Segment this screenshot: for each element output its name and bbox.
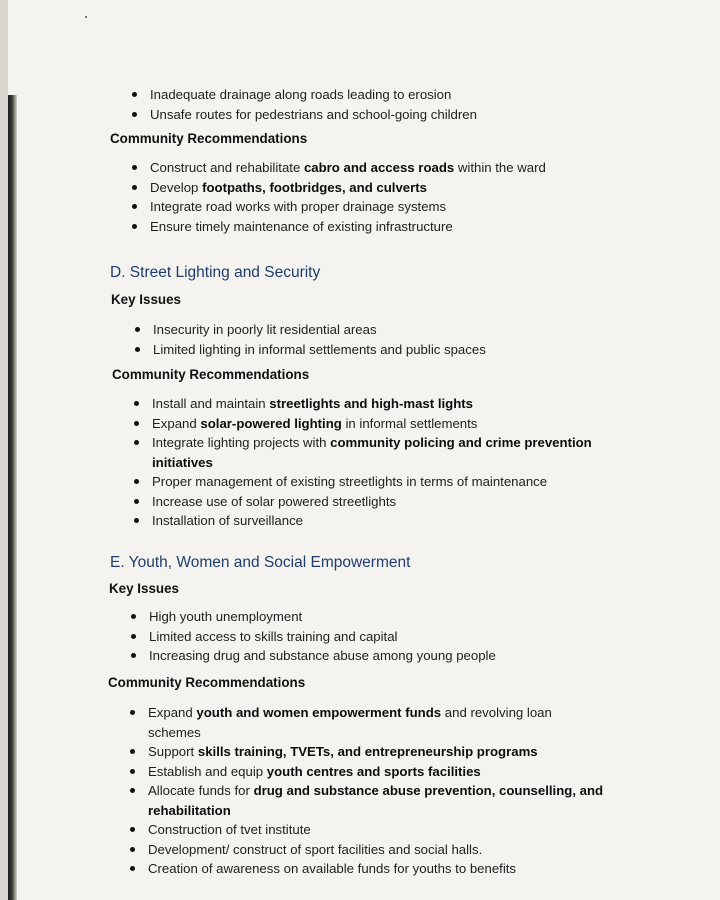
list-item-emphasis: community policing and crime prevention initiatives [152, 435, 592, 470]
section-d-key-issues-block [8, 320, 708, 359]
list-item [150, 105, 708, 125]
list-item-text: Construct and rehabilitate [150, 160, 304, 175]
list-item [152, 492, 604, 512]
list-item [153, 340, 708, 360]
list-item [149, 607, 708, 627]
list-item [152, 511, 604, 531]
section-e-recommendations-list [8, 703, 608, 879]
list-item-text: High youth unemployment [149, 609, 303, 624]
list-item-text: Limited access to skills training and capital [149, 628, 398, 644]
list-item [150, 85, 708, 105]
list-item-text: and revolving loan schemes [148, 705, 552, 740]
list-item-text: Insecurity in poorly lit residential areas [153, 322, 377, 337]
list-item-text: Expand [148, 705, 197, 720]
section-d-recommendations-heading: Community Recommendations [112, 367, 310, 382]
section-d-recommendations-block [8, 394, 708, 531]
section-e-key-issues-heading: Key Issues [109, 581, 179, 596]
section-e-key-issues-block [8, 607, 708, 666]
list-item [148, 820, 608, 840]
list-item [152, 394, 604, 414]
list-item [152, 433, 604, 472]
list-item [148, 859, 608, 879]
section-e-recommendations-heading: Community Recommendations [108, 675, 306, 690]
list-item-text: Installation of surveillance [152, 513, 304, 528]
list-item-emphasis: footpaths, footbridges, and culverts [202, 179, 427, 195]
section-d-recommendations-list [8, 394, 604, 531]
list-item-emphasis: cabro and access roads [303, 160, 455, 175]
list-item-text: Limited lighting in informal settlements and public spaces [153, 341, 486, 357]
list-item [152, 414, 604, 434]
list-item [152, 472, 604, 492]
list-item [150, 178, 708, 198]
list-item-emphasis: streetlights and high-mast lights [269, 396, 473, 411]
list-item-text: within the ward [454, 160, 546, 175]
document-page [8, 0, 720, 900]
list-item [153, 320, 708, 340]
list-item [148, 742, 608, 762]
list-item-text: Integrate road works with proper drainage systems [150, 199, 447, 214]
list-item [150, 158, 708, 178]
top-issues-list [8, 85, 708, 124]
list-item-text: Support [148, 744, 198, 759]
section-d-key-issues-list [8, 320, 708, 359]
list-item-text: Proper management of existing streetlights in terms of maintenance [152, 474, 548, 489]
list-item-emphasis: solar-powered lighting [200, 415, 342, 431]
list-item-text: Inadequate drainage along roads leading to erosion [150, 87, 452, 102]
list-item-text: Develop [150, 179, 203, 195]
section-e-key-issues-list [8, 607, 708, 666]
page-content [8, 0, 720, 900]
list-item-emphasis: skills training, TVETs, and entrepreneurship programs [197, 744, 538, 759]
list-item-emphasis: youth centres and sports facilities [266, 763, 481, 779]
list-item-text: in informal settlements [341, 415, 478, 431]
list-item [148, 703, 608, 742]
list-item-text: Increase use of solar powered streetlights [152, 493, 397, 509]
list-item-text: Expand [152, 415, 201, 431]
section-c-recommendations-list [8, 158, 708, 236]
list-item [149, 646, 708, 666]
list-item-emphasis: youth and women empowerment funds [196, 705, 442, 720]
top-list-block [8, 85, 708, 124]
list-item-text: Allocate funds for [148, 783, 254, 798]
section-d-key-issues-heading: Key Issues [111, 292, 181, 307]
list-item-emphasis: drug and substance abuse prevention, counselling, and rehabilitation [148, 783, 604, 818]
list-item [150, 217, 708, 237]
list-item [149, 627, 708, 647]
list-item-text: Unsafe routes for pedestrians and school-going children [150, 106, 477, 122]
list-item-text: Install and maintain [152, 396, 270, 411]
section-e-recommendations-block [8, 703, 708, 879]
section-d-title: D. Street Lighting and Security [110, 264, 321, 281]
list-item-text: Ensure timely maintenance of existing infrastructure [150, 218, 453, 234]
list-item-text: Increasing drug and substance abuse among young people [149, 648, 496, 663]
list-item [150, 197, 708, 217]
section-c-recommendations-block [8, 158, 708, 236]
list-item-text: Integrate lighting projects with [152, 435, 331, 450]
list-item [148, 840, 608, 860]
list-item-text: Construction of tvet institute [148, 822, 311, 837]
list-item [148, 762, 608, 782]
section-c-recommendations-heading: Community Recommendations [110, 131, 308, 146]
list-item [148, 781, 608, 820]
list-item-text: Creation of awareness on available funds for youths to benefits [148, 861, 517, 876]
section-e-title: E. Youth, Women and Social Empowerment [110, 554, 411, 571]
list-item-text: Establish and equip [148, 763, 267, 779]
list-item-text: Development/ construct of sport facilities and social halls. [148, 841, 483, 857]
